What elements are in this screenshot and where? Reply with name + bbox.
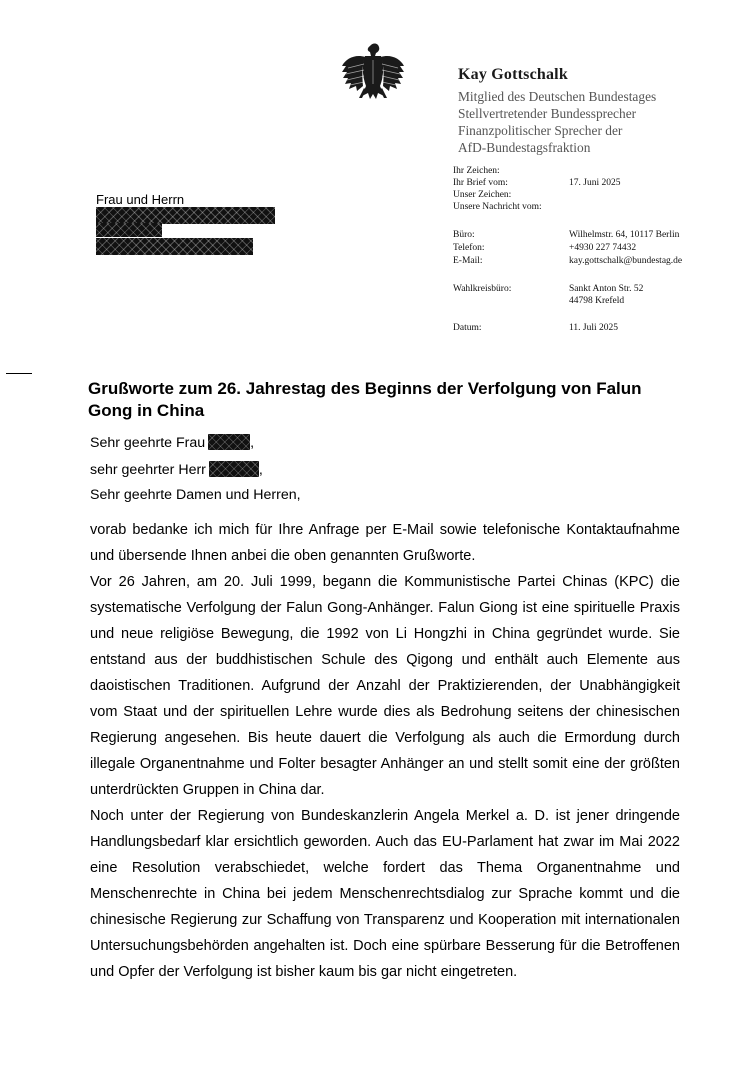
sender-role-1: Mitglied des Deutschen Bundestages (458, 89, 657, 104)
wahlkreisbuero-label: Wahlkreisbüro: (453, 284, 512, 294)
unser-zeichen-label: Unser Zeichen: (453, 190, 512, 200)
letter-body (90, 517, 680, 985)
body-paragraph-2: Vor 26 Jahren, am 20. Juli 1999, begann die Kommunistische Partei Chinas (KPC) die systematische Verfolgung der Falun Gong-Anhänger. Falun Giong ist eine spirituelle Praxis und neue religiöse Bewegung, die 1992 von Li Hongzhi in China gegründet wurde. Sie entstand aus der buddhistischen Schule des Qigong und enthält auch Elemente aus daoistischen Traditionen. Aufgrund der Anzahl der Praktizierenden, der Unabhängigkeit vom Staat und der spirituellen Lehre wurde dies als Bedrohung seitens der chinesischen Regierung angesehen. Bis heute dauert die Verfolgung als auch die Ermordung durch illegale Organentnahme und Folter besagter Anhänger an und stellt somit eine der größten unterdrückten Gruppen in China dar. (90, 574, 680, 798)
wahlkreisbuero-city: 44798 Krefeld (569, 296, 625, 306)
redacted-recipient-city (96, 238, 253, 255)
unsere-nachricht-label: Unsere Nachricht vom: (453, 202, 542, 212)
redacted-recipient-street (96, 223, 162, 237)
telefon-value: +4930 227 74432 (569, 243, 637, 253)
telefon-label: Telefon: (453, 243, 485, 253)
ihr-brief-value: 17. Juni 2025 (569, 178, 621, 188)
body-paragraph-3: Noch unter der Regierung von Bundeskanzlerin Angela Merkel a. D. ist jener dringende Handlungsbedarf klar ersichtlich geworden. Auch das EU-Parlament hat zwar im Mai 2022 eine Resolution verabschiedet, welche fordert das Thema Organentnahme und Menschenrechte in China bei jedem Menschenrechtsdialog zur Sprache kommt und die chinesische Regierung zur Schaffung von Transparenz und Kooperation mit internationalen Untersuchungsbehörden angehalten ist. Doch eine spürbare Besserung für die Betroffenen und Opfer der Verfolgung ist bisher kaum bis gar nicht eingetreten. (90, 808, 680, 980)
fold-mark (6, 373, 32, 374)
body-paragraph-1: vorab bedanke ich mich für Ihre Anfrage per E-Mail sowie telefonische Kontaktaufnahme und übersende Ihnen anbei die oben genannten Grußworte. (90, 522, 680, 564)
salutation-herr-text: sehr geehrter Herr (90, 462, 206, 478)
recipient-salutation: Frau und Herrn (96, 192, 185, 207)
email-value: kay.gottschalk@bundestag.de (569, 256, 683, 266)
letter-subject: Grußworte zum 26. Jahrestag des Beginns der Verfolgung von Falun Gong in China (88, 379, 642, 420)
datum-label: Datum: (453, 323, 482, 333)
buero-value: Wilhelmstr. 64, 10117 Berlin (569, 230, 680, 240)
salutation-frau-comma: , (250, 435, 255, 451)
redacted-name-herr (209, 461, 259, 477)
sender-role-4: AfD-Bundestagsfraktion (458, 140, 591, 155)
datum-value: 11. Juli 2025 (569, 323, 618, 333)
ihr-brief-label: Ihr Brief vom: (453, 178, 508, 188)
salutation-herr-comma: , (258, 462, 263, 478)
salutation-general: Sehr geehrte Damen und Herren, (90, 487, 301, 503)
sender-role-2: Stellvertretender Bundessprecher (458, 106, 637, 121)
redacted-name-frau (208, 434, 250, 450)
sender-name: Kay Gottschalk (458, 66, 568, 83)
sender-role-3: Finanzpolitischer Sprecher der (458, 123, 623, 138)
salutation-herr (90, 461, 263, 478)
ihr-zeichen-label: Ihr Zeichen: (453, 166, 500, 176)
redacted-recipient-name (96, 207, 275, 224)
salutation-frau-text: Sehr geehrte Frau (90, 435, 206, 451)
salutation-frau (90, 434, 254, 451)
email-label: E-Mail: (453, 256, 483, 266)
federal-eagle-logo (340, 42, 406, 104)
wahlkreisbuero-street: Sankt Anton Str. 52 (569, 284, 644, 294)
buero-label: Büro: (453, 230, 475, 240)
